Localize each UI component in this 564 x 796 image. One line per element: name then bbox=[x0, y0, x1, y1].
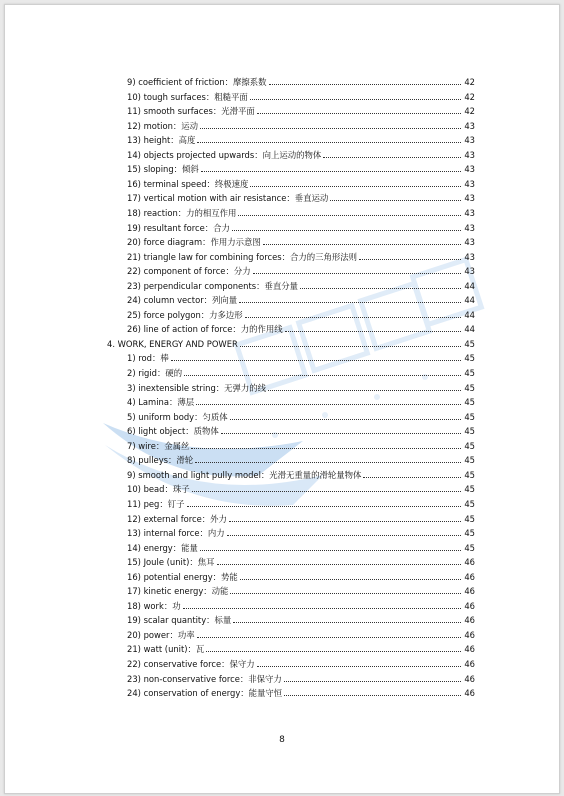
toc-entry[interactable] bbox=[127, 451, 475, 465]
dot-leader bbox=[192, 490, 461, 492]
dot-leader bbox=[201, 170, 461, 172]
toc-entry[interactable] bbox=[127, 626, 475, 640]
dot-leader bbox=[196, 403, 461, 405]
toc-entry[interactable] bbox=[127, 219, 475, 233]
toc-entry-label: 4. WORK, ENERGY AND POWER bbox=[107, 338, 238, 349]
toc-entry[interactable] bbox=[127, 568, 475, 582]
toc-entry[interactable] bbox=[127, 131, 475, 145]
toc-entry-label: 9) smooth and light pully model：光滑无重量的滑轮量物体 bbox=[127, 469, 362, 480]
toc-entry-label: 16) potential energy：势能 bbox=[127, 571, 238, 582]
toc-entry[interactable] bbox=[127, 146, 475, 160]
dot-leader bbox=[240, 345, 461, 347]
toc-entry-page: 43 bbox=[464, 207, 475, 218]
toc-entry-label: 10) tough surfaces：粗糙平面 bbox=[127, 91, 248, 102]
toc-entry-label: 22) conservative force：保守力 bbox=[127, 659, 255, 669]
dot-leader bbox=[323, 156, 461, 158]
toc-entry[interactable] bbox=[127, 495, 475, 509]
toc-entry-label: 11) peg：钉子 bbox=[127, 498, 185, 509]
toc-entry[interactable] bbox=[127, 379, 475, 393]
toc-entry[interactable] bbox=[127, 73, 475, 87]
toc-entry[interactable] bbox=[127, 408, 475, 422]
toc-entry-page: 44 bbox=[464, 309, 475, 320]
toc-entry-label: 24) column vector：列向量 bbox=[127, 295, 238, 306]
dot-leader bbox=[191, 447, 461, 449]
toc-entry-page: 43 bbox=[464, 193, 475, 204]
dot-leader bbox=[284, 680, 461, 682]
dot-leader bbox=[195, 461, 461, 463]
toc-entry-label: 20) power：功率 bbox=[127, 629, 195, 640]
toc-entry-page: 46 bbox=[464, 629, 475, 640]
toc-entry[interactable] bbox=[127, 117, 475, 131]
toc-entry-page: 46 bbox=[464, 659, 475, 669]
dot-leader bbox=[359, 258, 461, 260]
toc-entry-label: 19) scalar quantity：标量 bbox=[127, 615, 232, 626]
dot-leader bbox=[221, 432, 461, 434]
toc-entry-page: 44 bbox=[464, 324, 475, 335]
toc-entry-page: 43 bbox=[464, 120, 475, 131]
dot-leader bbox=[230, 592, 461, 594]
dot-leader bbox=[239, 301, 461, 303]
toc-entry-label: 15) Joule (unit)：焦耳 bbox=[127, 557, 215, 568]
dot-leader bbox=[200, 549, 461, 551]
toc-entry-label: 13) height：高度 bbox=[127, 135, 196, 146]
toc-entry-page: 44 bbox=[464, 280, 475, 291]
document-page bbox=[4, 4, 560, 794]
toc-entry[interactable] bbox=[127, 306, 475, 320]
toc-entry[interactable] bbox=[127, 655, 475, 669]
dot-leader bbox=[233, 621, 461, 623]
toc-entry[interactable] bbox=[127, 422, 475, 436]
toc-entry-page: 45 bbox=[464, 397, 475, 408]
toc-entry-page: 46 bbox=[464, 571, 475, 582]
dot-leader bbox=[363, 476, 461, 478]
toc-entry[interactable] bbox=[127, 437, 475, 451]
page-number: 8 bbox=[279, 735, 285, 745]
toc-entry-page: 42 bbox=[464, 106, 475, 117]
toc-entry-page: 45 bbox=[464, 440, 475, 451]
toc-entry-page: 43 bbox=[464, 251, 475, 262]
toc-entry-page: 43 bbox=[464, 178, 475, 189]
toc-entry-page: 42 bbox=[464, 91, 475, 102]
toc-entry-page: 45 bbox=[464, 338, 475, 349]
toc-entry-page: 44 bbox=[464, 295, 475, 306]
toc-entry[interactable] bbox=[127, 291, 475, 305]
toc-entry[interactable] bbox=[127, 204, 475, 218]
toc-entry-label: 10) bead：珠子 bbox=[127, 484, 190, 495]
dot-leader bbox=[263, 243, 461, 245]
toc-entry-page: 45 bbox=[464, 382, 475, 393]
toc-entry-page: 46 bbox=[464, 644, 475, 655]
dot-leader bbox=[183, 607, 461, 609]
toc-entry[interactable] bbox=[127, 670, 475, 684]
toc-entry-label: 13) internal force：内力 bbox=[127, 528, 225, 539]
toc-entry-label: 3) inextensible string：无弹力的线 bbox=[127, 382, 267, 393]
toc-entry-label: 14) objects projected upwards：向上运动的物体 bbox=[127, 149, 322, 160]
toc-entry-label: 22) component of force：分力 bbox=[127, 266, 251, 277]
toc-entry-label: 8) pulleys：滑轮 bbox=[127, 455, 194, 466]
toc-entry-page: 45 bbox=[464, 498, 475, 509]
toc-entry-label: 18) work：功 bbox=[127, 600, 181, 611]
toc-entry[interactable] bbox=[127, 233, 475, 247]
toc-entry-page: 45 bbox=[464, 484, 475, 495]
toc-entry[interactable] bbox=[127, 160, 475, 174]
toc-entry[interactable] bbox=[127, 189, 475, 203]
toc-entry-label: 17) vertical motion with air resistance：垂直运动 bbox=[127, 193, 329, 204]
toc-entry[interactable] bbox=[127, 597, 475, 611]
toc-entry-page: 46 bbox=[464, 673, 475, 684]
toc-entry[interactable] bbox=[127, 539, 475, 553]
toc-entry-page: 45 bbox=[464, 426, 475, 437]
toc-entry-label: 21) watt (unit)：瓦 bbox=[127, 644, 205, 655]
toc-entry-page: 45 bbox=[464, 455, 475, 466]
toc-entry[interactable] bbox=[127, 684, 475, 698]
toc-entry-label: 26) line of action of force：力的作用线 bbox=[127, 324, 283, 335]
toc-entry-label: 6) light object：质物体 bbox=[127, 426, 219, 437]
toc-entry-page: 46 bbox=[464, 615, 475, 626]
toc-entry-page: 43 bbox=[464, 222, 475, 233]
toc-entry-page: 45 bbox=[464, 469, 475, 480]
toc-entry[interactable] bbox=[127, 611, 475, 625]
toc-entry-page: 42 bbox=[464, 77, 475, 87]
dot-leader bbox=[187, 505, 462, 507]
toc-entry-label: 16) terminal speed：终极速度 bbox=[127, 178, 249, 189]
toc-entry[interactable] bbox=[127, 102, 475, 116]
toc-entry-page: 45 bbox=[464, 368, 475, 378]
toc-entry-label: 24) conservation of energy：能量守恒 bbox=[127, 688, 283, 699]
dot-leader bbox=[230, 418, 461, 420]
toc-entry-label: 23) perpendicular components：垂直分量 bbox=[127, 280, 299, 291]
toc-entry[interactable] bbox=[127, 349, 475, 363]
dot-leader bbox=[197, 636, 461, 638]
dot-leader bbox=[232, 229, 461, 231]
toc-entry-label: 12) motion：运动 bbox=[127, 120, 199, 131]
toc-entry[interactable] bbox=[127, 320, 475, 334]
toc-entry[interactable] bbox=[127, 393, 475, 407]
toc-entry[interactable] bbox=[127, 510, 475, 524]
toc-entry-page: 43 bbox=[464, 164, 475, 175]
toc-entry-page: 46 bbox=[464, 600, 475, 611]
toc-entry[interactable] bbox=[127, 88, 475, 102]
toc-section-heading[interactable] bbox=[107, 335, 475, 349]
toc-entry[interactable] bbox=[127, 262, 475, 276]
toc-entry[interactable] bbox=[127, 553, 475, 567]
toc-entry[interactable] bbox=[127, 480, 475, 494]
dot-leader bbox=[229, 520, 461, 522]
toc-entry-label: 12) external force：外力 bbox=[127, 513, 227, 524]
dot-leader bbox=[240, 578, 461, 580]
toc-entry-label: 23) non-conservative force：非保守力 bbox=[127, 673, 282, 684]
toc-entry-page: 46 bbox=[464, 688, 475, 699]
dot-leader bbox=[200, 127, 461, 129]
toc-entry-page: 45 bbox=[464, 513, 475, 524]
dot-leader bbox=[253, 272, 461, 274]
toc-entry[interactable] bbox=[127, 248, 475, 262]
dot-leader bbox=[257, 665, 461, 667]
toc-entry-label: 17) kinetic energy：动能 bbox=[127, 586, 229, 597]
toc-entry-page: 45 bbox=[464, 353, 475, 364]
dot-leader bbox=[285, 330, 461, 332]
toc-entry-page: 45 bbox=[464, 542, 475, 553]
dot-leader bbox=[217, 563, 461, 565]
dot-leader bbox=[330, 199, 461, 201]
toc-entry-page: 43 bbox=[464, 135, 475, 146]
dot-leader bbox=[300, 287, 461, 289]
dot-leader bbox=[227, 534, 461, 536]
dot-leader bbox=[250, 185, 461, 187]
dot-leader bbox=[269, 83, 461, 85]
toc-entry-page: 43 bbox=[464, 149, 475, 160]
toc-entry-label: 15) sloping：倾斜 bbox=[127, 164, 199, 175]
toc-entry[interactable] bbox=[127, 175, 475, 189]
toc-entry[interactable] bbox=[127, 277, 475, 291]
toc-entry-label: 2) rigid：硬的 bbox=[127, 368, 183, 378]
toc-entry-page: 45 bbox=[464, 528, 475, 539]
toc-entry[interactable] bbox=[127, 524, 475, 538]
toc-entry-label: 11) smooth surfaces：光滑平面 bbox=[127, 106, 255, 117]
toc-entry-page: 43 bbox=[464, 266, 475, 277]
dot-leader bbox=[245, 316, 461, 318]
toc-entry-page: 46 bbox=[464, 557, 475, 568]
dot-leader bbox=[284, 694, 461, 696]
toc-entry-page: 45 bbox=[464, 411, 475, 422]
toc-entry[interactable] bbox=[127, 582, 475, 596]
toc-entry-label: 20) force diagram：作用力示意图 bbox=[127, 237, 261, 248]
dot-leader bbox=[268, 389, 461, 391]
toc-entry-label: 19) resultant force：合力 bbox=[127, 222, 230, 233]
toc-entry-label: 5) uniform body：匀质体 bbox=[127, 411, 228, 422]
toc-entry-label: 1) rod：棒 bbox=[127, 353, 169, 364]
toc-entry-label: 9) coefficient of friction：摩擦系数 bbox=[127, 77, 267, 87]
toc-entry-label: 14) energy：能量 bbox=[127, 542, 198, 553]
toc-entry[interactable] bbox=[127, 364, 475, 378]
toc-entry[interactable] bbox=[127, 466, 475, 480]
toc-entry-page: 43 bbox=[464, 237, 475, 248]
toc-entry[interactable] bbox=[127, 640, 475, 654]
dot-leader bbox=[250, 98, 461, 100]
toc-entry-label: 18) reaction：力的相互作用 bbox=[127, 207, 237, 218]
toc-entry-label: 21) triangle law for combining forces：合力的三角形法则 bbox=[127, 251, 357, 262]
dot-leader bbox=[238, 214, 461, 216]
toc-entry-label: 4) Lamina：薄层 bbox=[127, 397, 195, 408]
toc-entry-label: 7) wire：金属丝 bbox=[127, 440, 190, 451]
dot-leader bbox=[206, 650, 461, 652]
dot-leader bbox=[171, 359, 461, 361]
dot-leader bbox=[257, 112, 461, 114]
toc-entry-page: 46 bbox=[464, 586, 475, 597]
dot-leader bbox=[184, 374, 461, 376]
toc-entry-label: 25) force polygon：力多边形 bbox=[127, 309, 243, 320]
dot-leader bbox=[197, 141, 461, 143]
